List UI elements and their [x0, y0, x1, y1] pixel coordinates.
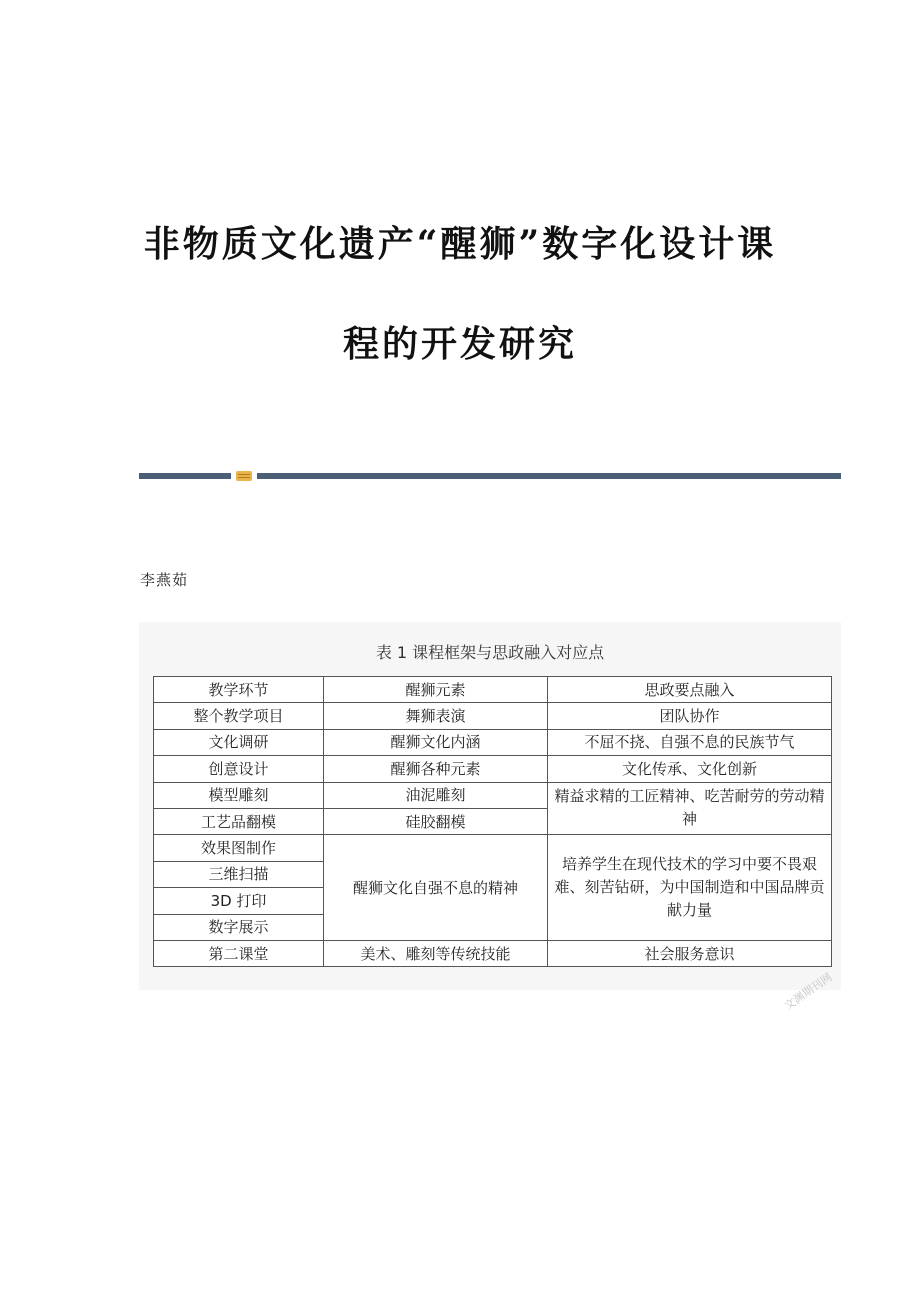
header-cell-teaching-stage: 教学环节 — [154, 677, 324, 703]
table-row — [154, 940, 832, 966]
table-cell: 醒狮文化内涵 — [324, 729, 548, 755]
table-cell: 效果图制作 — [154, 835, 324, 861]
divider-bar-left — [139, 473, 231, 479]
table-cell: 精益求精的工匠精神、吃苦耐劳的劳动精神 — [548, 782, 832, 835]
header-cell-lion-element: 醒狮元素 — [324, 677, 548, 703]
table-cell: 文化传承、文化创新 — [548, 756, 832, 782]
table-row — [154, 703, 832, 729]
section-divider — [139, 471, 841, 481]
table-cell: 第二课堂 — [154, 940, 324, 966]
table-cell: 数字展示 — [154, 914, 324, 940]
table-row — [154, 835, 832, 861]
table-cell: 油泥雕刻 — [324, 782, 548, 808]
table-figure — [139, 622, 841, 1013]
course-framework-table — [153, 676, 832, 967]
title-line-1: 非物质文化遗产“醒狮”数字化设计课 — [143, 223, 777, 265]
table-cell: 团队协作 — [548, 703, 832, 729]
author-name: 李燕茹 — [140, 571, 189, 589]
table-cell: 硅胶翻模 — [324, 808, 548, 834]
watermark: 文渊期刊网 — [781, 970, 835, 1013]
table-cell: 培养学生在现代技术的学习中要不畏艰难、刻苦钻研，为中国制造和中国品牌贡献力量 — [548, 835, 832, 941]
table-cell: 不屈不挠、自强不息的民族节气 — [548, 729, 832, 755]
table-cell: 模型雕刻 — [154, 782, 324, 808]
table-cell: 社会服务意识 — [548, 940, 832, 966]
table-cell: 三维扫描 — [154, 861, 324, 887]
table-cell: 创意设计 — [154, 756, 324, 782]
table-header-row — [154, 677, 832, 703]
table-caption: 表 1 课程框架与思政融入对应点 — [375, 643, 605, 662]
table-cell: 3D 打印 — [154, 888, 324, 914]
title-line-2: 程的开发研究 — [342, 323, 577, 365]
table-cell: 美术、雕刻等传统技能 — [324, 940, 548, 966]
envelope-icon — [236, 471, 252, 481]
table-cell: 醒狮各种元素 — [324, 756, 548, 782]
table-cell: 舞狮表演 — [324, 703, 548, 729]
table-cell: 醒狮文化自强不息的精神 — [324, 835, 548, 941]
header-cell-ideology-point: 思政要点融入 — [548, 677, 832, 703]
table-row — [154, 782, 832, 808]
divider-bar-right — [257, 473, 841, 479]
table-cell: 工艺品翻模 — [154, 808, 324, 834]
table-cell: 整个教学项目 — [154, 703, 324, 729]
table-row — [154, 729, 832, 755]
table-cell: 文化调研 — [154, 729, 324, 755]
table-row — [154, 756, 832, 782]
